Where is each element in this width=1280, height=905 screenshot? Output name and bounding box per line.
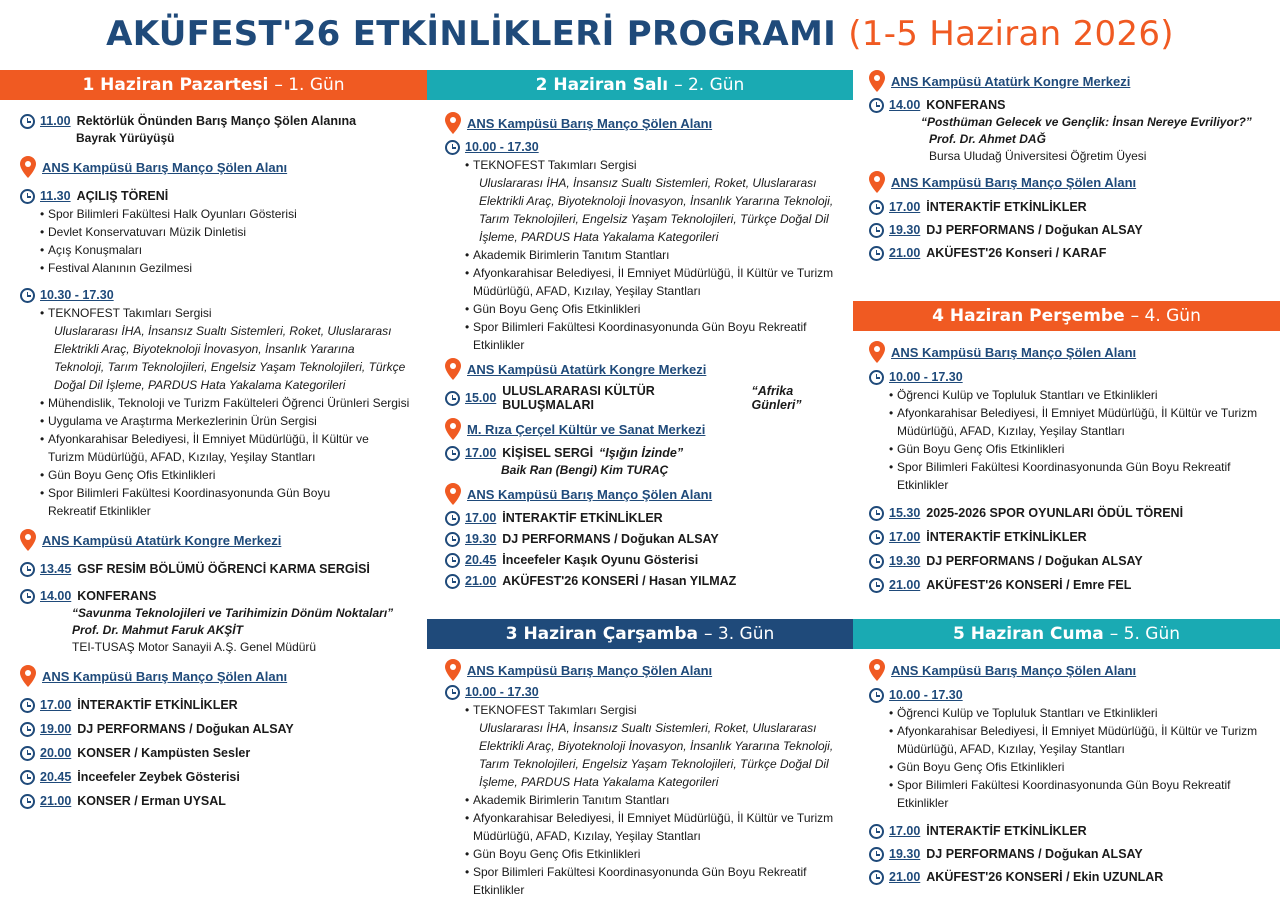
event-time: 11.00 bbox=[40, 114, 71, 128]
event-row bbox=[869, 221, 1274, 239]
event-row bbox=[869, 686, 1274, 704]
clock-icon bbox=[20, 746, 35, 761]
clock-icon bbox=[869, 824, 884, 839]
event-item-list bbox=[869, 386, 1274, 494]
clock-icon bbox=[445, 685, 460, 700]
teknofest-categories bbox=[20, 322, 420, 394]
event-row bbox=[869, 504, 1274, 522]
event-name: AKÜFEST'26 KONSERİ / Ekin UZUNLAR bbox=[926, 870, 1164, 884]
list-item: • TEKNOFEST Takımları Sergisi bbox=[40, 304, 420, 322]
event-time: 21.00 bbox=[889, 246, 921, 260]
event-row bbox=[20, 587, 420, 605]
location-name: ANS Kampüsü Barış Manço Şölen Alanı bbox=[467, 662, 713, 678]
event-row bbox=[869, 368, 1274, 386]
event-block bbox=[20, 187, 420, 277]
event-time: 10.00 - 17.30 bbox=[465, 140, 539, 154]
list-item: • Spor Bilimleri Fakültesi Halk Oyunları Gösterisi bbox=[40, 205, 420, 223]
event-time: 10.00 - 17.30 bbox=[465, 685, 539, 699]
event-item-list bbox=[445, 791, 845, 899]
event-row bbox=[869, 244, 1274, 262]
list-item: • Uygulama ve Araştırma Merkezlerinin Ürün Sergisi bbox=[40, 412, 420, 430]
day2-column bbox=[445, 112, 845, 590]
list-item: • TEKNOFEST Takımları Sergisi bbox=[465, 156, 845, 174]
title-main: AKÜFEST'26 ETKİNLİKLERİ PROGRAMI bbox=[106, 14, 837, 54]
clock-icon bbox=[20, 770, 35, 785]
list-item: • Spor Bilimleri Fakültesi Koordinasyonunda Gün Boyu Rekreatif Etkinlikler bbox=[465, 318, 845, 354]
list-item: • Festival Alanının Gezilmesi bbox=[40, 259, 420, 277]
day1-column bbox=[20, 112, 420, 810]
event-block bbox=[445, 683, 845, 899]
event-time: 10.00 - 17.30 bbox=[889, 370, 963, 384]
event-row bbox=[869, 576, 1274, 594]
event-name: DJ PERFORMANS / Doğukan ALSAY bbox=[926, 554, 1143, 568]
event-item-list bbox=[445, 246, 845, 354]
day-header-3 bbox=[427, 619, 853, 649]
day-header-4 bbox=[853, 301, 1280, 331]
clock-icon bbox=[869, 688, 884, 703]
category-line: İşleme, PARDUS Hata Yakalama Kategorileri bbox=[479, 230, 719, 244]
clock-icon bbox=[869, 530, 884, 545]
event-row bbox=[445, 530, 845, 548]
event-name: KONFERANS bbox=[926, 98, 1006, 112]
event-name: ULUSLARARASI KÜLTÜR BULUŞMALARI bbox=[502, 384, 655, 412]
event-time: 19.30 bbox=[889, 847, 921, 861]
event-name: DJ PERFORMANS / Doğukan ALSAY bbox=[926, 847, 1143, 861]
event-time: 21.00 bbox=[40, 794, 72, 808]
clock-icon bbox=[869, 578, 884, 593]
event-block bbox=[20, 587, 420, 656]
location-name: ANS Kampüsü Barış Manço Şölen Alanı bbox=[42, 668, 288, 684]
event-name: İNTERAKTİF ETKİNLİKLER bbox=[926, 530, 1087, 544]
event-name: İNTERAKTİF ETKİNLİKLER bbox=[926, 824, 1087, 838]
event-block bbox=[869, 96, 1274, 165]
event-time: 11.30 bbox=[40, 189, 71, 203]
item-line: Turizm Müdürlüğü, AFAD, Kızılay, Yeşilay Stantları bbox=[48, 450, 316, 464]
category-line: Teknoloji, Tarım Teknolojileri, Engelsiz Yaşam Teknolojileri, Türkçe bbox=[54, 360, 406, 374]
clock-icon bbox=[869, 870, 884, 885]
event-subtitle: “Işığın İzinde” bbox=[599, 446, 684, 460]
list-item bbox=[889, 404, 1274, 440]
day3-column bbox=[445, 659, 845, 905]
clock-icon bbox=[445, 140, 460, 155]
list-item bbox=[465, 264, 845, 300]
event-time: 20.45 bbox=[465, 553, 497, 567]
day-suffix: – 1. Gün bbox=[274, 75, 345, 95]
item-line: Afyonkarahisar Belediyesi, İl Emniyet Müdürlüğü, İl Kültür ve Turizm bbox=[897, 724, 1258, 738]
event-name: İNTERAKTİF ETKİNLİKLER bbox=[502, 511, 663, 525]
item-line: Afyonkarahisar Belediyesi, İl Emniyet Müdürlüğü, İl Kültür ve Turizm bbox=[473, 811, 834, 825]
event-row bbox=[445, 551, 845, 569]
category-line: Tarım Teknolojileri, Engelsiz Yaşam Teknolojileri, Türkçe Doğal Dil bbox=[479, 757, 829, 771]
event-row bbox=[20, 187, 420, 205]
day3-continued-column bbox=[869, 70, 1274, 262]
clock-icon bbox=[445, 446, 460, 461]
day5-column bbox=[869, 659, 1274, 886]
event-row bbox=[869, 822, 1274, 840]
list-item: • Spor Bilimleri Fakültesi Koordinasyonunda Gün Boyu Rekreatif Etkinlikler bbox=[889, 776, 1274, 812]
artist-name: Baik Ran (Bengi) Kim TURAÇ bbox=[501, 463, 669, 477]
list-item: • Devlet Konservatuvarı Müzik Dinletisi bbox=[40, 223, 420, 241]
event-name: İNTERAKTİF ETKİNLİKLER bbox=[77, 698, 238, 712]
location-row bbox=[869, 659, 1274, 681]
item-line: Müdürlüğü, AFAD, Kızılay, Yeşilay Stantları bbox=[897, 424, 1125, 438]
clock-icon bbox=[445, 553, 460, 568]
location-pin-icon bbox=[445, 483, 461, 505]
event-name: KONFERANS bbox=[77, 589, 157, 603]
list-item: • Öğrenci Kulüp ve Topluluk Stantları ve Etkinlikleri bbox=[889, 704, 1274, 722]
event-time: 10.30 - 17.30 bbox=[40, 288, 114, 302]
category-line: Elektrikli Araç, Biyoteknoloji İnovasyon, İnsanlık Yararına bbox=[54, 342, 355, 356]
event-item-list bbox=[869, 704, 1274, 812]
event-block bbox=[20, 112, 420, 147]
event-name: AÇILIŞ TÖRENİ bbox=[76, 189, 169, 203]
event-row bbox=[445, 572, 845, 590]
event-row bbox=[20, 720, 420, 738]
event-time: 13.45 bbox=[40, 562, 72, 576]
list-item: • Açış Konuşmaları bbox=[40, 241, 420, 259]
event-time: 17.00 bbox=[40, 698, 72, 712]
location-name: ANS Kampüsü Barış Manço Şölen Alanı bbox=[891, 174, 1137, 190]
event-item-list bbox=[20, 205, 420, 277]
event-time: 17.00 bbox=[465, 511, 497, 525]
location-row bbox=[445, 112, 845, 134]
event-time: 21.00 bbox=[889, 870, 921, 884]
event-row bbox=[869, 868, 1274, 886]
location-pin-icon bbox=[869, 171, 885, 193]
event-row bbox=[445, 384, 845, 412]
event-name: AKÜFEST'26 Konseri / KARAF bbox=[926, 246, 1107, 260]
event-name: DJ PERFORMANS / Doğukan ALSAY bbox=[926, 223, 1143, 237]
item-line: Müdürlüğü, AFAD, Kızılay, Yeşilay Stantları bbox=[473, 284, 701, 298]
item-line: Afyonkarahisar Belediyesi, İl Emniyet Müdürlüğü, İl Kültür ve Turizm bbox=[473, 266, 834, 280]
day-name: 2 Haziran Salı bbox=[535, 75, 669, 95]
location-name: ANS Kampüsü Barış Manço Şölen Alanı bbox=[42, 159, 288, 175]
event-name-cont: Bayrak Yürüyüşü bbox=[76, 131, 175, 145]
conference-speaker: Prof. Dr. Ahmet DAĞ bbox=[929, 132, 1046, 146]
event-row bbox=[20, 112, 420, 130]
clock-icon bbox=[869, 370, 884, 385]
list-item: • Akademik Birimlerin Tanıtım Stantları bbox=[465, 246, 845, 264]
speaker-title: TEI-TUSAŞ Motor Sanayii A.Ş. Genel Müdürü bbox=[72, 640, 317, 654]
event-name: KONSER / Kampüsten Sesler bbox=[77, 746, 251, 760]
conference-topic: “Posthüman Gelecek ve Gençlik: İnsan Nereye Evriliyor?” bbox=[921, 115, 1252, 129]
event-row bbox=[869, 552, 1274, 570]
day-name: 4 Haziran Perşembe bbox=[932, 306, 1125, 326]
location-pin-icon bbox=[869, 659, 885, 681]
conference-topic: “Savunma Teknolojileri ve Tarihimizin Dönüm Noktaları” bbox=[72, 606, 394, 620]
event-row bbox=[20, 696, 420, 714]
event-row bbox=[869, 845, 1274, 863]
event-subtitle: “Afrika Günleri” bbox=[751, 384, 802, 412]
list-item bbox=[40, 430, 420, 466]
clock-icon bbox=[869, 200, 884, 215]
event-block bbox=[445, 138, 845, 354]
event-time: 10.00 - 17.30 bbox=[889, 688, 963, 702]
category-line: Tarım Teknolojileri, Engelsiz Yaşam Teknolojileri, Türkçe Doğal Dil bbox=[479, 212, 829, 226]
clock-icon bbox=[20, 722, 35, 737]
list-item bbox=[465, 809, 845, 845]
event-name: GSF RESİM BÖLÜMÜ ÖĞRENCİ KARMA SERGİSİ bbox=[77, 562, 370, 576]
clock-icon bbox=[20, 288, 35, 303]
event-time: 17.00 bbox=[889, 200, 921, 214]
clock-icon bbox=[869, 223, 884, 238]
day-name: 1 Haziran Pazartesi bbox=[82, 75, 269, 95]
title-dates: (1-5 Haziran 2026) bbox=[848, 14, 1174, 54]
item-line: Müdürlüğü, AFAD, Kızılay, Yeşilay Stantları bbox=[897, 742, 1125, 756]
event-item-list bbox=[445, 156, 845, 174]
location-name: ANS Kampüsü Atatürk Kongre Merkezi bbox=[891, 73, 1131, 89]
item-line: Spor Bilimleri Fakültesi Koordinasyonunda Gün Boyu bbox=[48, 486, 331, 500]
event-row bbox=[445, 138, 845, 156]
clock-icon bbox=[445, 532, 460, 547]
day-name: 3 Haziran Çarşamba bbox=[505, 624, 699, 644]
teknofest-categories bbox=[445, 719, 845, 791]
event-row bbox=[869, 528, 1274, 546]
teknofest-categories bbox=[445, 174, 845, 246]
day-header-2 bbox=[427, 70, 853, 100]
location-name: ANS Kampüsü Barış Manço Şölen Alanı bbox=[891, 344, 1137, 360]
day-header-5 bbox=[853, 619, 1280, 649]
day-header-1 bbox=[0, 70, 427, 100]
list-item: • Gün Boyu Genç Ofis Etkinlikleri bbox=[889, 440, 1274, 458]
event-time: 17.00 bbox=[889, 824, 921, 838]
event-name: 2025-2026 SPOR OYUNLARI ÖDÜL TÖRENİ bbox=[926, 506, 1184, 520]
clock-icon bbox=[869, 98, 884, 113]
list-item bbox=[40, 484, 420, 520]
event-row bbox=[445, 444, 845, 462]
clock-icon bbox=[869, 246, 884, 261]
event-name: İnceefeler Zeybek Gösterisi bbox=[77, 770, 240, 784]
event-name: KONSER / Erman UYSAL bbox=[77, 794, 226, 808]
location-row bbox=[20, 665, 420, 687]
location-row bbox=[445, 358, 845, 380]
location-name: ANS Kampüsü Barış Manço Şölen Alanı bbox=[467, 486, 713, 502]
location-pin-icon bbox=[869, 341, 885, 363]
category-line: Uluslararası İHA, İnsansız Sualtı Sistemleri, Roket, Uluslararası bbox=[479, 176, 817, 190]
item-line: Afyonkarahisar Belediyesi, İl Emniyet Müdürlüğü, İl Kültür ve bbox=[48, 432, 369, 446]
clock-icon bbox=[445, 391, 460, 406]
location-pin-icon bbox=[445, 112, 461, 134]
category-line: Elektrikli Araç, Biyoteknoloji İnovasyon, İnsanlık Yararına Teknoloji, bbox=[479, 739, 834, 753]
list-item: • Öğrenci Kulüp ve Topluluk Stantları ve Etkinlikleri bbox=[889, 386, 1274, 404]
event-item-list bbox=[445, 701, 845, 719]
location-row bbox=[869, 341, 1274, 363]
event-row bbox=[20, 744, 420, 762]
category-line: Uluslararası İHA, İnsansız Sualtı Sistemleri, Roket, Uluslararası bbox=[479, 721, 817, 735]
clock-icon bbox=[20, 698, 35, 713]
list-item: • Gün Boyu Genç Ofis Etkinlikleri bbox=[40, 466, 420, 484]
location-pin-icon bbox=[445, 659, 461, 681]
clock-icon bbox=[20, 589, 35, 604]
item-line: Afyonkarahisar Belediyesi, İl Emniyet Müdürlüğü, İl Kültür ve Turizm bbox=[897, 406, 1258, 420]
list-item: • Akademik Birimlerin Tanıtım Stantları bbox=[465, 791, 845, 809]
event-name: İnceefeler Kaşık Oyunu Gösterisi bbox=[502, 553, 699, 567]
event-name: KİŞİSEL SERGİ bbox=[502, 446, 594, 460]
day-name: 5 Haziran Cuma bbox=[952, 624, 1104, 644]
clock-icon bbox=[20, 562, 35, 577]
event-name: AKÜFEST'26 KONSERİ / Emre FEL bbox=[926, 578, 1132, 592]
day-suffix: – 4. Gün bbox=[1130, 306, 1201, 326]
location-row bbox=[869, 70, 1274, 92]
location-pin-icon bbox=[445, 418, 461, 440]
event-time: 17.00 bbox=[889, 530, 921, 544]
category-line: Doğal Dil İşleme, PARDUS Hata Yakalama Kategorileri bbox=[54, 378, 346, 392]
clock-icon bbox=[20, 794, 35, 809]
page-title bbox=[0, 14, 1280, 54]
location-row bbox=[445, 659, 845, 681]
list-item: • TEKNOFEST Takımları Sergisi bbox=[465, 701, 845, 719]
event-time: 19.30 bbox=[889, 223, 921, 237]
location-name: ANS Kampüsü Barış Manço Şölen Alanı bbox=[467, 115, 713, 131]
event-name: DJ PERFORMANS / Doğukan ALSAY bbox=[502, 532, 719, 546]
event-row bbox=[445, 509, 845, 527]
list-item: • Gün Boyu Genç Ofis Etkinlikleri bbox=[889, 758, 1274, 776]
event-row bbox=[869, 96, 1274, 114]
event-name: AKÜFEST'26 KONSERİ / Hasan YILMAZ bbox=[502, 574, 737, 588]
item-line: Müdürlüğü, AFAD, Kızılay, Yeşilay Stantları bbox=[473, 829, 701, 843]
event-time: 19.30 bbox=[465, 532, 497, 546]
list-item: • Gün Boyu Genç Ofis Etkinlikleri bbox=[465, 845, 845, 863]
event-time: 17.00 bbox=[465, 446, 497, 460]
event-time: 20.45 bbox=[40, 770, 72, 784]
location-pin-icon bbox=[20, 156, 36, 178]
event-time: 15.00 bbox=[465, 391, 497, 405]
location-row bbox=[445, 418, 845, 440]
event-name: Rektörlük Önünden Barış Manço Şölen Alanına bbox=[76, 114, 357, 128]
location-row bbox=[20, 529, 420, 551]
event-time: 19.30 bbox=[889, 554, 921, 568]
clock-icon bbox=[869, 506, 884, 521]
event-row bbox=[20, 560, 420, 578]
event-item-list bbox=[20, 304, 420, 322]
location-name: M. Rıza Çerçel Kültür ve Sanat Merkezi bbox=[467, 421, 706, 437]
event-time: 21.00 bbox=[465, 574, 497, 588]
event-time: 21.00 bbox=[889, 578, 921, 592]
event-time: 20.00 bbox=[40, 746, 72, 760]
list-item: • Spor Bilimleri Fakültesi Koordinasyonunda Gün Boyu Rekreatif Etkinlikler bbox=[465, 863, 845, 899]
day-suffix: – 5. Gün bbox=[1109, 624, 1181, 644]
event-row bbox=[869, 198, 1274, 216]
event-name: İNTERAKTİF ETKİNLİKLER bbox=[926, 200, 1087, 214]
event-block bbox=[445, 444, 845, 479]
clock-icon bbox=[869, 554, 884, 569]
event-row bbox=[20, 792, 420, 810]
list-item: • Gün Boyu Genç Ofis Etkinlikleri bbox=[465, 300, 845, 318]
day4-column bbox=[869, 341, 1274, 594]
clock-icon bbox=[869, 847, 884, 862]
category-line: Uluslararası İHA, İnsansız Sualtı Sistemleri, Roket, Uluslararası bbox=[54, 324, 392, 338]
location-row bbox=[445, 483, 845, 505]
clock-icon bbox=[20, 114, 35, 129]
clock-icon bbox=[445, 511, 460, 526]
list-item: • Mühendislik, Teknoloji ve Turizm Fakülteleri Öğrenci Ürünleri Sergisi bbox=[40, 394, 420, 412]
day-suffix: – 3. Gün bbox=[704, 624, 775, 644]
clock-icon bbox=[445, 574, 460, 589]
location-row bbox=[20, 156, 420, 178]
event-time: 14.00 bbox=[889, 98, 921, 112]
event-block bbox=[20, 286, 420, 520]
location-row bbox=[869, 171, 1274, 193]
location-pin-icon bbox=[869, 70, 885, 92]
event-name: DJ PERFORMANS / Doğukan ALSAY bbox=[77, 722, 294, 736]
category-line: Elektrikli Araç, Biyoteknoloji İnovasyon, İnsanlık Yararına Teknoloji, bbox=[479, 194, 834, 208]
location-name: ANS Kampüsü Barış Manço Şölen Alanı bbox=[891, 662, 1137, 678]
location-name: ANS Kampüsü Atatürk Kongre Merkezi bbox=[42, 532, 282, 548]
event-row bbox=[20, 286, 420, 304]
category-line: İşleme, PARDUS Hata Yakalama Kategorileri bbox=[479, 775, 719, 789]
day-suffix: – 2. Gün bbox=[674, 75, 745, 95]
event-row bbox=[445, 683, 845, 701]
location-pin-icon bbox=[20, 665, 36, 687]
event-block bbox=[869, 368, 1274, 494]
event-time: 19.00 bbox=[40, 722, 72, 736]
event-row bbox=[20, 768, 420, 786]
list-item bbox=[889, 722, 1274, 758]
clock-icon bbox=[20, 189, 35, 204]
item-line: Rekreatif Etkinlikler bbox=[48, 504, 151, 518]
event-block bbox=[869, 686, 1274, 812]
location-pin-icon bbox=[445, 358, 461, 380]
event-time: 14.00 bbox=[40, 589, 72, 603]
list-item: • Spor Bilimleri Fakültesi Koordinasyonunda Gün Boyu Rekreatif Etkinlikler bbox=[889, 458, 1274, 494]
event-item-list bbox=[20, 394, 420, 520]
location-pin-icon bbox=[20, 529, 36, 551]
event-time: 15.30 bbox=[889, 506, 921, 520]
location-name: ANS Kampüsü Atatürk Kongre Merkezi bbox=[467, 361, 707, 377]
conference-speaker: Prof. Dr. Mahmut Faruk AKŞİT bbox=[72, 623, 243, 637]
speaker-title: Bursa Uludağ Üniversitesi Öğretim Üyesi bbox=[929, 149, 1147, 163]
